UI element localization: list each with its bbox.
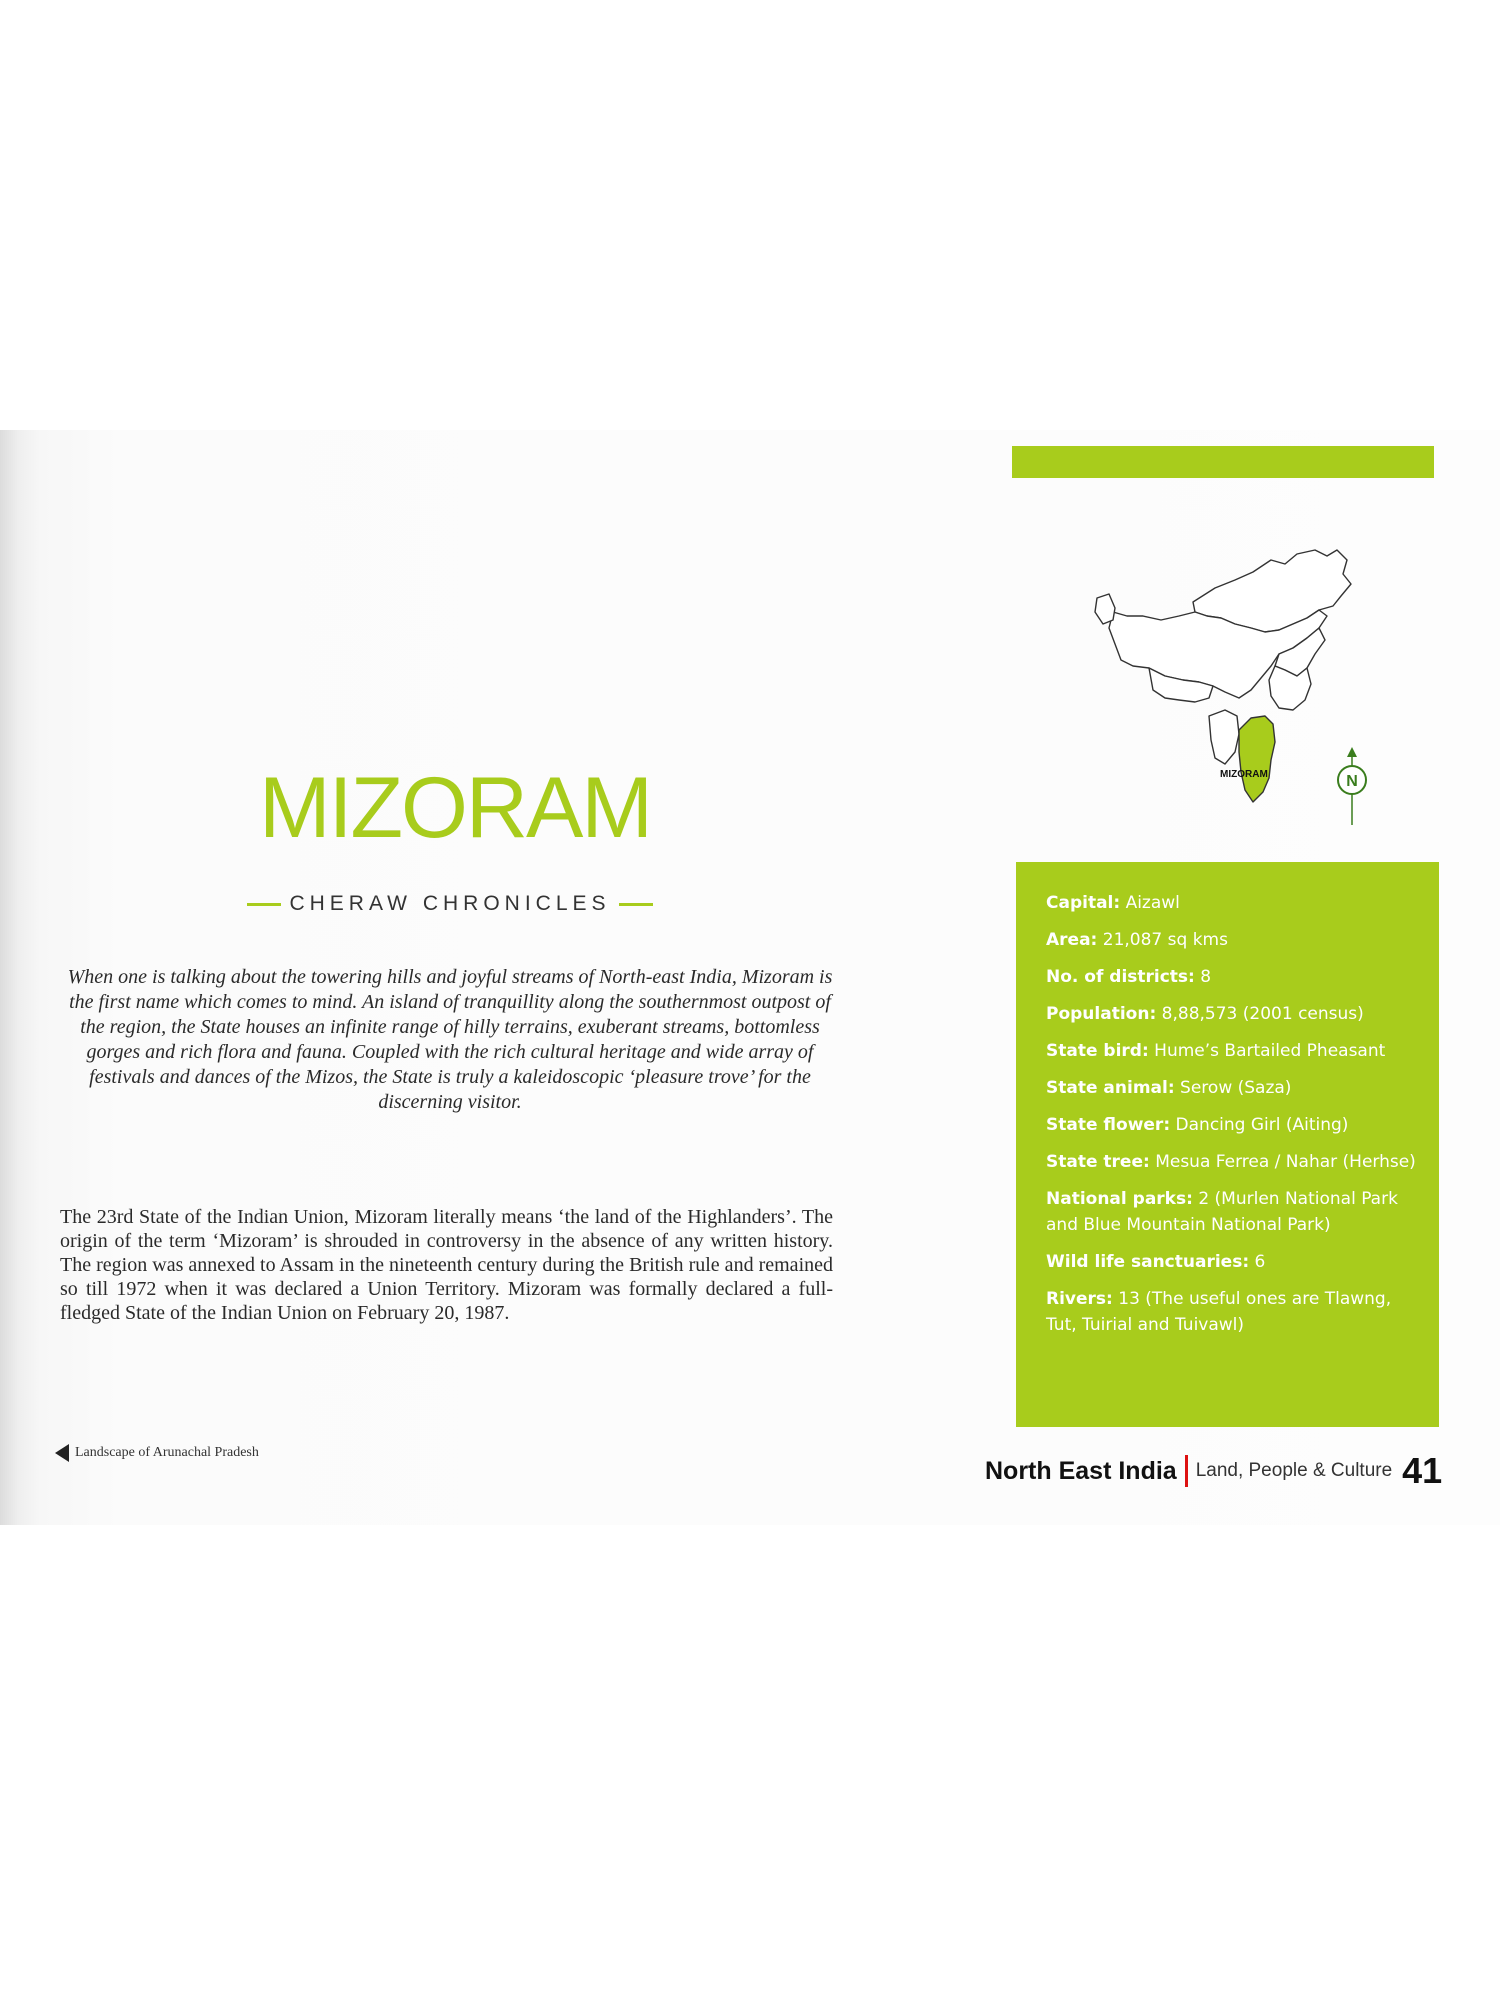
fact-label: Population:: [1046, 1004, 1157, 1024]
page-footer: [985, 1450, 1442, 1492]
map-region-tripura: [1209, 710, 1239, 764]
fact-value: 6: [1254, 1252, 1266, 1272]
subtitle-dash-right: [619, 903, 653, 906]
fact-value: Mesua Ferrea / Nahar (Herhse): [1155, 1152, 1416, 1172]
footer-subtitle: Land, People & Culture: [1195, 1460, 1393, 1481]
subtitle-dash-left: [247, 903, 281, 906]
fact-value: 8,88,573 (2001 census): [1161, 1004, 1364, 1024]
fact-value: Dancing Girl (Aiting): [1175, 1115, 1349, 1135]
northeast-india-map: [1075, 520, 1375, 820]
fact-label: No. of districts:: [1046, 967, 1195, 987]
fact-state-bird: [1046, 1038, 1419, 1064]
fact-capital: [1046, 890, 1419, 916]
fact-population: [1046, 1001, 1419, 1027]
fact-state-tree: [1046, 1149, 1419, 1175]
fact-districts: [1046, 964, 1419, 990]
fact-value: 21,087 sq kms: [1102, 930, 1228, 950]
fact-value: 2 (Murlen National Park and Blue Mountain National Park): [1046, 1189, 1398, 1235]
north-arrow-icon: [1332, 747, 1372, 827]
fact-label: State animal:: [1046, 1078, 1175, 1098]
page-title: MIZORAM: [258, 760, 652, 856]
fact-value: 8: [1200, 967, 1212, 987]
compass-label: N: [1346, 773, 1358, 790]
body-paragraph: The 23rd State of the Indian Union, Mizoram literally means ‘the land of the Highlanders’. The origin of the term ‘Mizoram’ is shrouded in controversy in the absence of any written history. The region was annexed to Assam in the nineteenth century during the British rule and remained so till 1972 when it was declared a Union Territory. Mizoram was formally declared a full-fledged State of the Indian Union on February 20, 1987.: [60, 1206, 833, 1324]
fact-area: [1046, 927, 1419, 953]
fact-label: Wild life sanctuaries:: [1046, 1252, 1250, 1272]
fact-state-animal: [1046, 1075, 1419, 1101]
fact-sanctuaries: [1046, 1249, 1419, 1275]
map-region-manipur: [1269, 666, 1311, 710]
map-region-sikkim: [1095, 594, 1115, 624]
caption-text: Landscape of Arunachal Pradesh: [75, 1445, 259, 1460]
fact-label: State tree:: [1046, 1152, 1150, 1172]
fact-label: National parks:: [1046, 1189, 1193, 1209]
fact-value: Hume’s Bartailed Pheasant: [1154, 1041, 1386, 1061]
fact-value: 13 (The useful ones are Tlawng, Tut, Tuirial and Tuivawl): [1046, 1289, 1392, 1335]
fact-rivers: [1046, 1286, 1419, 1338]
photo-caption: [55, 1444, 259, 1462]
fact-national-parks: [1046, 1186, 1419, 1238]
intro-paragraph: When one is talking about the towering hills and joyful streams of North-east India, Mizoram is the first name which comes to mind. An island of tranquillity along the southernmost outpost of the region, the State houses an infinite range of hilly terrains, exuberant streams, bottomless gorges and rich flora and fauna. Coupled with the rich cultural heritage and wide array of festivals and dances of the Mizos, the State is truly a kaleidoscopic ‘pleasure trove’ for the discerning visitor.: [67, 966, 833, 1113]
fact-label: Rivers:: [1046, 1289, 1113, 1309]
fact-value: Serow (Saza): [1180, 1078, 1292, 1098]
page-subtitle: [230, 892, 670, 916]
header-accent-bar: [1012, 446, 1434, 478]
fact-value: Aizawl: [1125, 893, 1180, 913]
facts-box: [1016, 862, 1439, 1427]
fact-label: State bird:: [1046, 1041, 1149, 1061]
page-number: 41: [1402, 1450, 1443, 1491]
fact-label: Capital:: [1046, 893, 1121, 913]
map-label-mizoram: MIZORAM: [1220, 769, 1268, 780]
fact-state-flower: [1046, 1112, 1419, 1138]
fact-label: State flower:: [1046, 1115, 1171, 1135]
subtitle-text: CHERAW CHRONICLES: [289, 892, 611, 915]
map-region-mizoram: [1239, 716, 1275, 802]
footer-separator: [1185, 1455, 1188, 1487]
fact-label: Area:: [1046, 930, 1098, 950]
caption-arrow-icon: [55, 1444, 69, 1462]
footer-brand: North East India: [985, 1456, 1177, 1485]
